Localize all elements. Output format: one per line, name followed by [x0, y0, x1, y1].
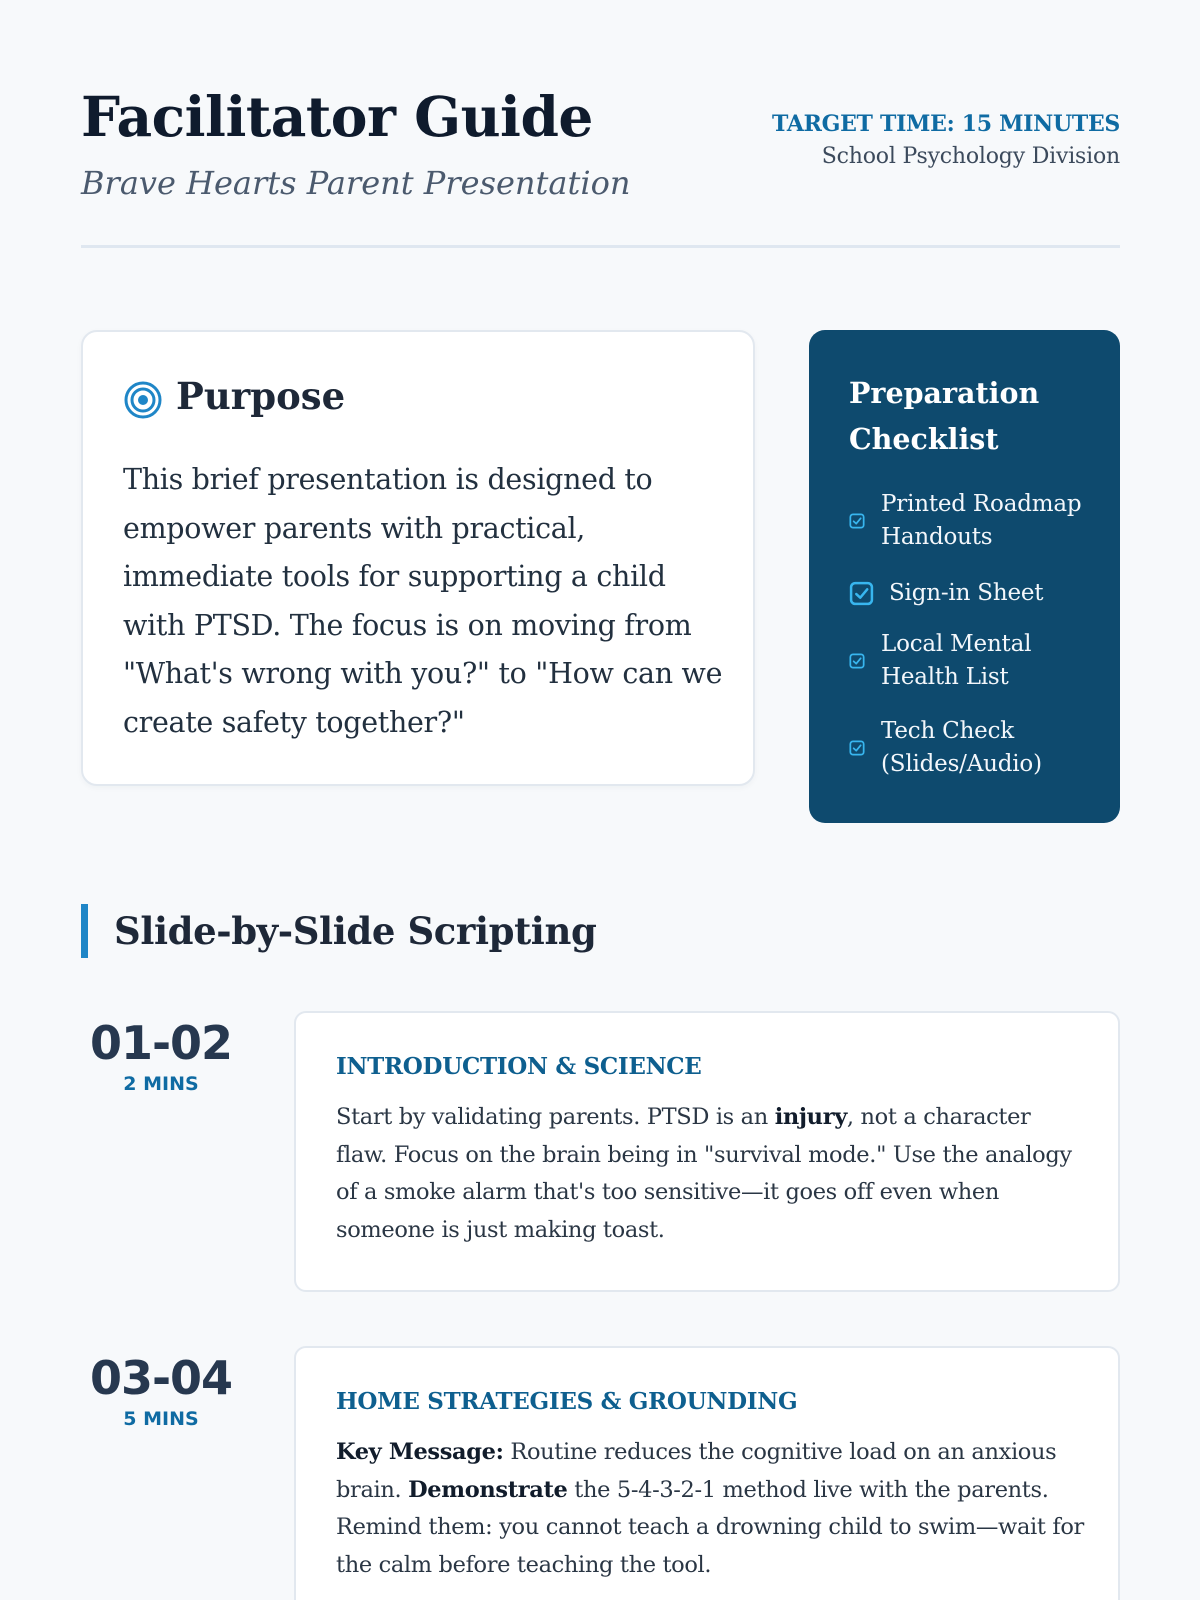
checklist-title: Preparation Checklist — [849, 376, 1040, 456]
page-subtitle: Brave Hearts Parent Presentation — [81, 164, 631, 202]
purpose-text: This brief presentation is designed to empower parents with practical, immediate tools for supporting a child with PTSD. The focus is on moving from "What's wrong with you?" to "How can we create safety together?" — [123, 463, 723, 739]
checklist-item[interactable] — [849, 628, 1089, 694]
slide-number: 01-02 — [89, 1016, 233, 1070]
checkbox-checked-icon — [849, 740, 865, 756]
checklist-item-label: Tech Check (Slides/Audio) — [881, 718, 1042, 777]
slide-body-text: , not a character flaw. Focus on the brain being in "survival mode." Use the analogy of a smoke alarm that's too sensitive—it goes off even when someone is just making toast. — [336, 1104, 1072, 1243]
slide-body-text: the 5-4-3-2-1 method live with the parents. Remind them: you cannot teach a drowning child to swim—wait for the calm before teaching the tool. — [336, 1476, 1084, 1578]
checkbox-checked-icon — [849, 653, 865, 669]
slide-number: 03-04 — [89, 1351, 233, 1405]
slide-heading: HOME STRATEGIES & GROUNDING — [336, 1388, 798, 1415]
slide-duration: 2 MINS — [123, 1073, 199, 1095]
facilitator-guide-page — [81, 0, 1120, 1600]
slide-body-text: Start by validating parents. PTSD is an — [336, 1104, 775, 1130]
checkbox-checked-icon — [849, 513, 865, 529]
slide-card — [294, 1011, 1120, 1292]
checklist-item[interactable] — [849, 577, 1089, 610]
slide-body-emphasis: Demonstrate — [408, 1476, 568, 1503]
checklist-item-label: Local Mental Health List — [881, 631, 1032, 690]
checklist-item-label: Printed Roadmap Handouts — [881, 491, 1082, 550]
section-title: Slide-by-Slide Scripting — [114, 909, 597, 953]
slide-body-text: Routine reduces the cognitive load on an anxious brain. — [336, 1439, 1057, 1503]
slide-body-emphasis: injury — [774, 1104, 847, 1130]
purpose-card — [81, 330, 755, 786]
slide-card — [294, 1346, 1120, 1600]
checklist-item[interactable] — [849, 715, 1089, 781]
slide-heading: INTRODUCTION & SCIENCE — [336, 1053, 702, 1080]
slide-body-emphasis: Key Message: — [336, 1439, 504, 1465]
page-title: Facilitator Guide — [81, 84, 593, 149]
target-time: TARGET TIME: 15 MINUTES — [771, 111, 1120, 137]
checklist-item-label: Sign-in Sheet — [889, 580, 1044, 606]
target-icon — [123, 380, 163, 420]
purpose-title: Purpose — [176, 374, 346, 418]
section-accent-bar — [81, 904, 88, 958]
slide-duration: 5 MINS — [123, 1408, 199, 1430]
checklist-item[interactable] — [849, 488, 1089, 554]
division-label: School Psychology Division — [821, 144, 1120, 169]
slide-body — [336, 1099, 1086, 1249]
slide-body — [336, 1434, 1086, 1584]
page-header — [81, 84, 1120, 248]
checkbox-checked-icon — [849, 581, 874, 606]
preparation-checklist — [809, 330, 1120, 823]
